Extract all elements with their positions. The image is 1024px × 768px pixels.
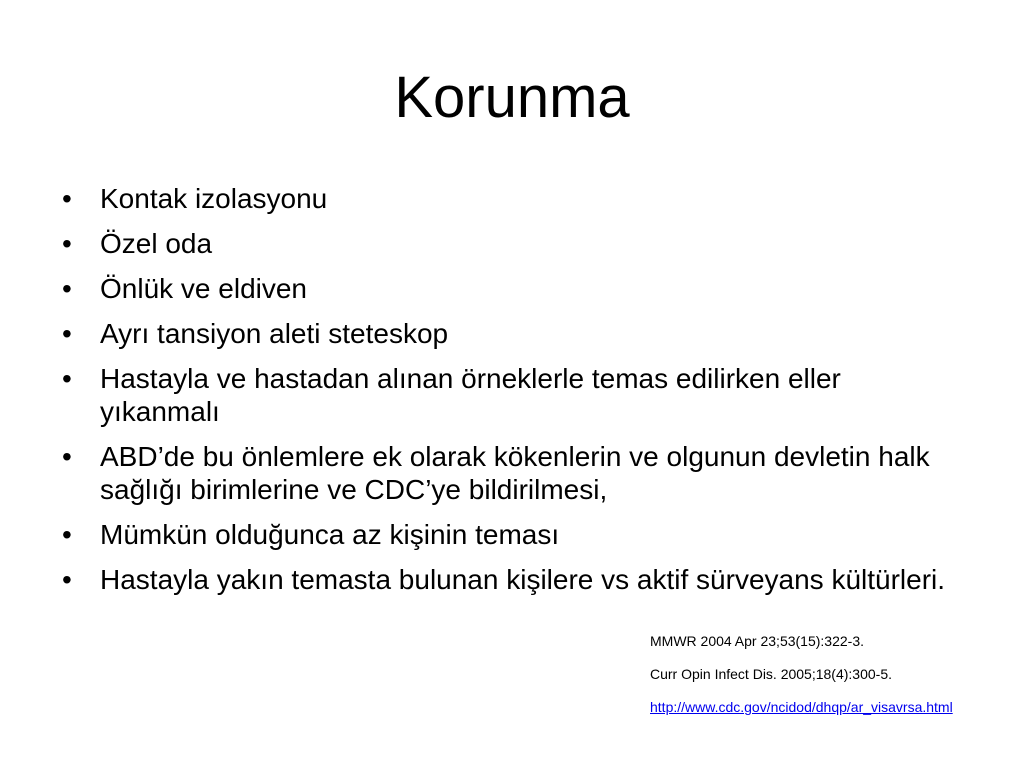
reference-curr-opin: Curr Opin Infect Dis. 2005;18(4):300-5. xyxy=(650,666,893,682)
bullet-dot-icon: • xyxy=(62,183,72,214)
bullet-item xyxy=(56,440,956,506)
bullet-dot-icon: • xyxy=(62,363,72,394)
bullet-item xyxy=(56,227,956,260)
bullet-dot-icon: • xyxy=(62,228,72,259)
bullet-text: Hastayla yakın temasta bulunan kişilere vs aktif sürveyans kültürleri. xyxy=(100,564,946,595)
bullet-list xyxy=(56,182,956,608)
cdc-link[interactable]: http://www.cdc.gov/ncidod/dhqp/ar_visavrsa.html xyxy=(650,699,953,715)
references xyxy=(650,632,980,717)
bullet-dot-icon: • xyxy=(62,519,72,550)
bullet-dot-icon: • xyxy=(62,564,72,595)
bullet-text: Mümkün olduğunca az kişinin teması xyxy=(100,519,560,550)
bullet-item xyxy=(56,272,956,305)
reference-mmwr: MMWR 2004 Apr 23;53(15):322-3. xyxy=(650,633,864,649)
bullet-item xyxy=(56,518,956,551)
bullet-text: ABD’de bu önlemlere ek olarak kökenlerin ve olgunun devletin halk sağlığı birimlerine ve CDC’ye bildirilmesi, xyxy=(100,441,930,505)
bullet-text: Hastayla ve hastadan alınan örneklerle temas edilirken eller yıkanmalı xyxy=(100,363,841,427)
bullet-item xyxy=(56,182,956,215)
bullet-item xyxy=(56,362,956,428)
bullet-dot-icon: • xyxy=(62,441,72,472)
bullet-text: Kontak izolasyonu xyxy=(100,183,328,214)
bullet-text: Ayrı tansiyon aleti steteskop xyxy=(100,318,449,349)
slide-title: Korunma xyxy=(394,65,630,130)
bullet-dot-icon: • xyxy=(62,318,72,349)
bullet-item xyxy=(56,317,956,350)
bullet-dot-icon: • xyxy=(62,273,72,304)
bullet-item xyxy=(56,563,956,596)
bullet-text: Özel oda xyxy=(100,228,213,259)
bullet-text: Önlük ve eldiven xyxy=(100,273,308,304)
